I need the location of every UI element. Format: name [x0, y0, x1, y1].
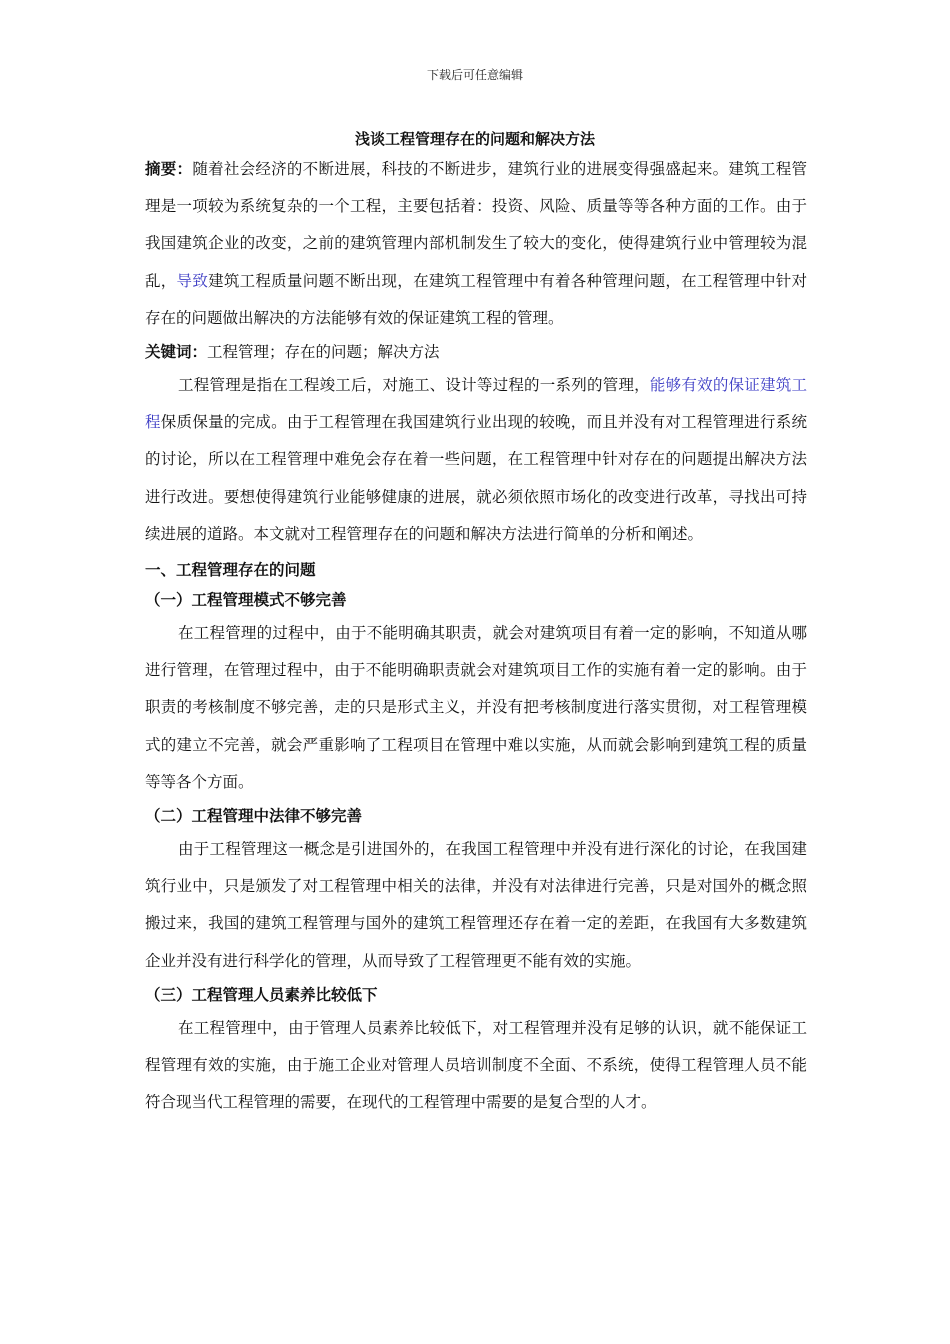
keywords-text: 工程管理；存在的问题；解决方法 — [207, 343, 440, 362]
abstract-paragraph — [145, 151, 807, 337]
intro-link[interactable]: 能够有效的保证建筑工程 — [145, 376, 807, 432]
intro-text-a: 工程管理是指在工程竣工后，对施工、设计等过程的一系列的管理， — [178, 376, 650, 395]
page-header: 下载后可任意编辑 — [426, 68, 523, 82]
section1-sub3-heading: （三）工程管理人员素养比较低下 — [145, 985, 378, 1004]
keywords-label: 关键词： — [145, 343, 208, 362]
section1-heading: 一、工程管理存在的问题 — [145, 561, 316, 580]
section1-sub2-text: 由于工程管理这一概念是引进国外的，在我国工程管理中并没有进行深化的讨论，在我国建筑行业中，只是颁发了对工程管理中相关的法律，并没有对法律进行完善，只是对国外的概念照搬过来，我国的建筑工程管理与国外的建筑工程管理还存在着一定的差距，在我国有大多数建筑企业并没有进行科学化的管理，从而导致了工程管理更不能有效的实施。 — [145, 840, 807, 970]
section1-sub1-heading: （一）工程管理模式不够完善 — [145, 591, 347, 610]
section1-sub2-heading: （二）工程管理中法律不够完善 — [145, 807, 363, 826]
document-body — [145, 151, 807, 1121]
abstract-label: 摘要： — [145, 160, 193, 178]
section1-sub3-text: 在工程管理中，由于管理人员素养比较低下，对工程管理并没有足够的认识，就不能保证工程管理有效的实施，由于施工企业对管理人员培训制度不全面、不系统，使得工程管理人员不能符合现当代工程管理的需要，在现代的工程管理中需要的是复合型的人才。 — [145, 1018, 807, 1112]
abstract-link[interactable]: 导致 — [176, 271, 209, 290]
intro-paragraph — [145, 367, 807, 553]
document-title: 浅谈工程管理存在的问题和解决方法 — [354, 130, 595, 148]
section1-sub1-text: 在工程管理的过程中，由于不能明确其职责，就会对建筑项目有着一定的影响，不知道从哪进行管理，在管理过程中，由于不能明确职责就会对建筑项目工作的实施有着一定的影响。由于职责的考核制度不够完善，走的只是形式主义，并没有把考核制度进行落实贯彻，对工程管理模式的建立不完善，就会严重影响了工程项目在管理中难以实施，从而就会影响到建筑工程的质量等等各个方面。 — [145, 624, 807, 791]
intro-text-b: 保质保量的完成。由于工程管理在我国建筑行业出现的较晚，而且并没有对工程管理进行系统的讨论，所以在工程管理中难免会存在着一些问题，在工程管理中针对存在的问题提出解决方法进行改进。要想使得建筑行业能够健康的进展，就必须依照市场化的改变进行改革，寻找出可持续进展的道路。本文就对工程管理存在的问题和解决方法进行简单的分析和阐述。 — [145, 413, 807, 543]
keywords-paragraph — [145, 337, 807, 367]
abstract-text-b: 建筑工程质量问题不断出现，在建筑工程管理中有着各种管理问题，在工程管理中针对存在的问题做出解决的方法能够有效的保证建筑工程的管理。 — [145, 271, 807, 327]
abstract-text-a: 随着社会经济的不断进展，科技的不断进步，建筑行业的进展变得强盛起来。建筑工程管理是一项较为系统复杂的一个工程，主要包括着：投资、风险、质量等等各种方面的工作。由于我国建筑企业的改变，之前的建筑管理内部机制发生了较大的变化，使得建筑行业中管理较为混乱， — [145, 160, 807, 290]
